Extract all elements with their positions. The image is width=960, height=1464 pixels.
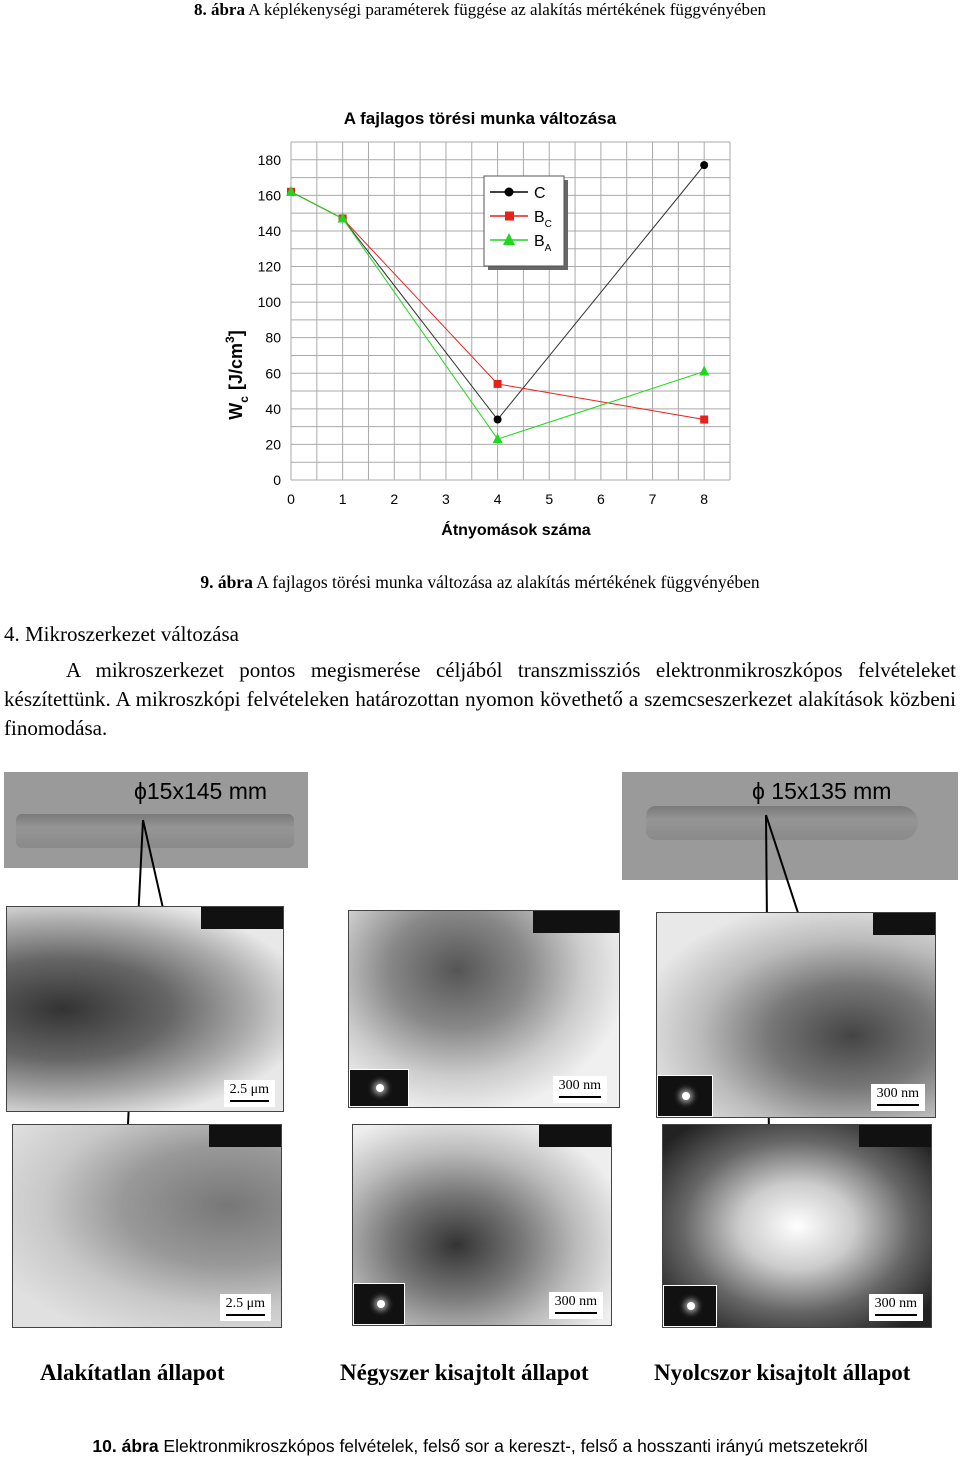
micrograph-label [209,1125,281,1147]
diffraction-pattern [663,1285,717,1327]
scale-bar-bottom-3: 300 nm [869,1294,923,1321]
figure-10-text: Elektronmikroszkópos felvételek, felső sor a kereszt-, felső a hosszanti irányú metszetekről [158,1436,868,1456]
micrograph-label [873,913,935,935]
figure-8-number: 8. ábra [193,0,245,19]
diffraction-pattern [657,1075,713,1117]
scale-bar-bottom-2: 300 nm [549,1292,603,1319]
legend-label: $B_C$ [534,209,552,230]
figure-9-number: 9. ábra [200,572,253,592]
x-tick-label: 3 [442,491,450,507]
scale-bar-bottom-1: 2.5 μm [220,1294,271,1321]
micrograph-bottom-2 [352,1124,612,1326]
section-paragraph: A mikroszerkezet pontos megismerése céljából transzmissziós elektronmikroszkópos felvételeket készítettünk. A mikroszkópi felvételeken határozottan nyomon követhető a szemcseszerkezet alakítások közbeni finomodása. [4,658,956,740]
y-tick-label: 100 [257,294,281,311]
state-label-four-pass: Négyszer kisajtolt állapot [340,1360,589,1385]
x-tick-label: 2 [390,491,399,507]
diffraction-pattern [353,1283,405,1325]
figure-8-text: A képlékenységi paraméterek függése az alakítás mértékének függvényében [244,0,767,19]
y-label-main: W [226,402,246,420]
micrograph-label [539,1125,611,1147]
y-tick-label: 60 [265,365,281,382]
scale-bar-top-1: 2.5 μm [224,1080,275,1107]
section-heading: 4. Mikroszerkezet változása [4,622,239,646]
x-tick-label: 7 [648,491,657,507]
x-tick-label: 8 [700,491,709,507]
rod-label-left: ϕ15x145 mm [134,778,268,804]
x-tick-label: 5 [545,491,554,507]
y-label-close: ] [226,330,246,337]
micrograph-bottom-1 [12,1124,282,1328]
y-tick-label: 20 [265,436,281,453]
y-tick-label: 140 [257,222,281,239]
micrograph-label [201,907,283,929]
x-axis-label: Átnyomások száma [441,522,591,539]
micrograph-bottom-3 [662,1124,932,1328]
state-label-unprocessed: Alakítatlan állapot [40,1360,225,1385]
x-tick-label: 1 [338,491,347,507]
legend-label: C [534,185,546,202]
y-tick-label: 160 [257,187,281,204]
x-tick-label: 0 [287,491,295,507]
diffraction-pattern [349,1069,409,1107]
legend-label: $B_A$ [534,233,552,254]
state-label-eight-pass: Nyolcszor kisajtolt állapot [654,1360,911,1385]
y-tick-label: 180 [257,151,281,168]
y-tick-label: 40 [265,400,281,417]
y-tick-label: 80 [265,329,281,346]
y-label-unit: [J/cm [226,342,246,391]
micrograph-label [859,1125,931,1147]
y-label-sup: 3 [223,336,237,343]
chart-title: A fajlagos törési munka változása [343,109,617,128]
micrograph-top-1 [6,906,284,1112]
figure-9-text: A fajlagos törési munka változása az alakítás mértékének függvényében [252,572,760,592]
x-tick-label: 4 [493,491,502,507]
y-tick-label: 120 [257,258,281,275]
micrograph-top-2 [348,910,620,1108]
rod-label-right: ϕ 15x135 mm [752,778,892,804]
y-label-sub: c [237,396,251,403]
y-tick-label: 0 [273,472,281,488]
micrograph-label [533,911,619,933]
micrograph-top-3 [656,912,936,1118]
x-tick-label: 6 [596,491,605,507]
scale-bar-top-3: 300 nm [871,1084,925,1111]
figure-10-caption [0,1436,960,1457]
figure-10-number: 10. ábra [92,1436,159,1456]
scale-bar-top-2: 300 nm [553,1076,607,1103]
